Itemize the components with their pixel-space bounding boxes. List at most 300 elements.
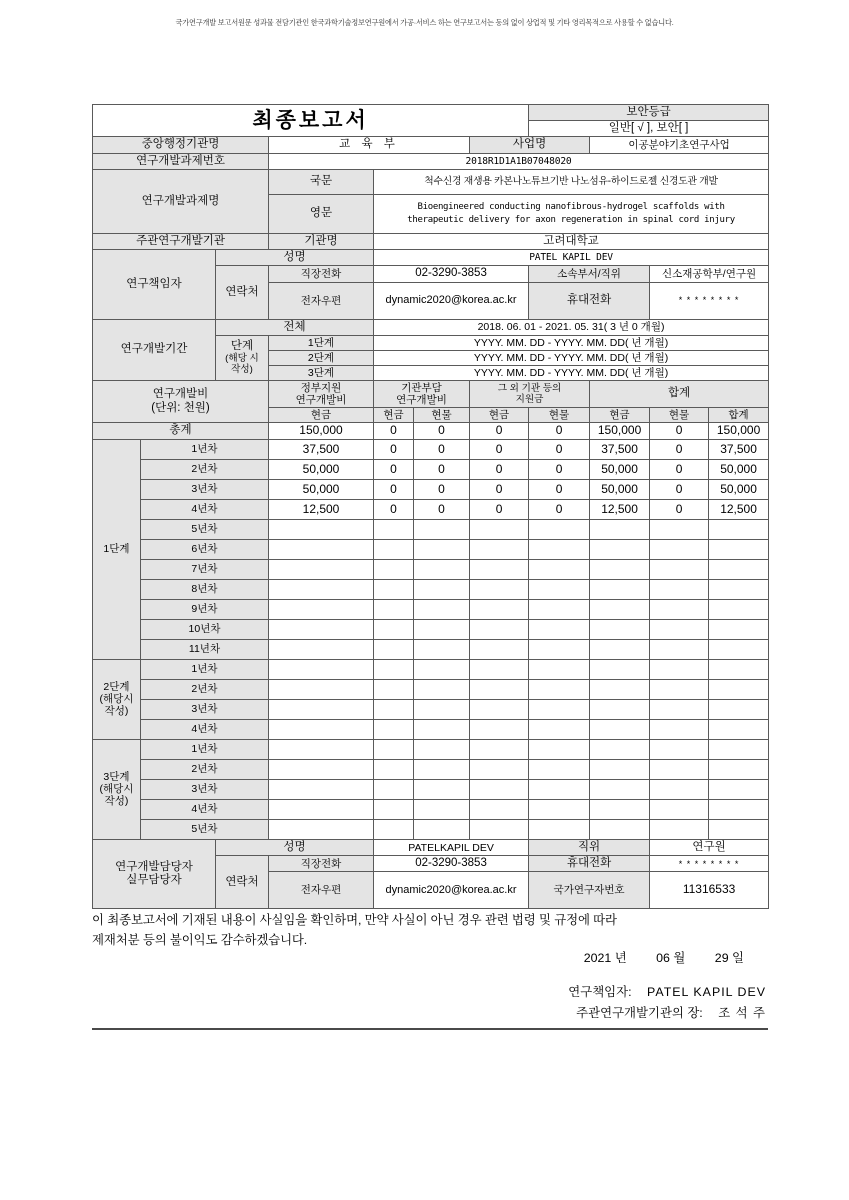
- period-stage-label: [216, 335, 269, 380]
- budget-cell-sum-all: [709, 819, 769, 839]
- budget-sub-other-cash: 현금: [470, 408, 529, 423]
- budget-cell-org-cash: [374, 779, 414, 799]
- signature-block: [92, 982, 774, 1024]
- budget-cell-other-cash: [470, 519, 529, 539]
- budget-cell-other-cash: [470, 739, 529, 759]
- budget-cell-sum-inkind: 0: [650, 499, 709, 519]
- staff-position-label: 직위: [529, 839, 650, 855]
- budget-year-label: 9년차: [141, 599, 269, 619]
- budget-row-stage-1-7년차: [93, 559, 769, 579]
- budget-cell-sum-inkind: [650, 819, 709, 839]
- title-eng-label: 영문: [269, 194, 374, 233]
- budget-cell-other-cash: [470, 579, 529, 599]
- budget-cell-sum-inkind: [650, 539, 709, 559]
- title-eng-line2: therapeutic delivery for axon regeneration in spinal cord injury: [407, 214, 735, 225]
- budget-year-label: 1년차: [141, 739, 269, 759]
- staff-section-label-line1: 연구개발담당자: [115, 860, 193, 873]
- budget-section-label: [93, 380, 269, 422]
- budget-cell-org-cash: [374, 799, 414, 819]
- budget-year-label: 5년차: [141, 519, 269, 539]
- budget-cell-org-cash: [374, 639, 414, 659]
- budget-row-stage-1-11년차: [93, 639, 769, 659]
- budget-year-label: 2년차: [141, 759, 269, 779]
- cover-table: [92, 104, 769, 909]
- staff-office-phone-label: 직장전화: [269, 856, 374, 872]
- budget-row-stage-1-8년차: [93, 579, 769, 599]
- budget-cell-org-inkind: [414, 679, 470, 699]
- budget-stage-1-label: [93, 439, 141, 659]
- budget-cell-other-inkind: [529, 799, 590, 819]
- budget-cell-other-cash: [470, 759, 529, 779]
- host-org-label: 주관연구개발기관: [93, 233, 269, 249]
- program-label: 사업명: [470, 137, 590, 153]
- budget-cell-sum-all: [709, 739, 769, 759]
- staff-email-value: dynamic2020@korea.ac.kr: [374, 872, 529, 909]
- budget-cell-org-inkind: [414, 759, 470, 779]
- budget-stage-2-label-line1: 2단계: [103, 681, 130, 694]
- budget-group-header-row: [93, 380, 769, 407]
- budget-year-label: 6년차: [141, 539, 269, 559]
- leader-signature-name: PATEL KAPIL DEV: [647, 985, 766, 999]
- budget-year-label: 1년차: [141, 659, 269, 679]
- budget-cell-other-cash: 0: [470, 499, 529, 519]
- budget-year-label: 4년차: [141, 499, 269, 519]
- budget-cell-sum-inkind: 0: [650, 479, 709, 499]
- period-stage2-label: 2단계: [269, 350, 374, 365]
- budget-cell-sum-inkind: [650, 679, 709, 699]
- budget-cell-other-cash: [470, 679, 529, 699]
- budget-cell-sum-all: [709, 639, 769, 659]
- budget-section-label-line1: 연구개발비: [152, 388, 209, 401]
- staff-mobile-label: 휴대전화: [529, 856, 650, 872]
- budget-total-label: 총계: [93, 423, 269, 440]
- budget-sub-gov-cash: 현금: [269, 408, 374, 423]
- budget-cell-other-inkind: [529, 539, 590, 559]
- budget-cell-gov-cash: [269, 639, 374, 659]
- budget-cell-org-inkind: [414, 579, 470, 599]
- title-eng-value: [374, 194, 769, 233]
- budget-cell-other-cash: 0: [470, 439, 529, 459]
- leader-mobile-label: 휴대전화: [529, 282, 650, 319]
- budget-cell-org-inkind: [414, 519, 470, 539]
- period-total-label: 전체: [216, 319, 374, 335]
- sign-year: 2021 년: [583, 951, 627, 965]
- host-org-row: [93, 233, 769, 249]
- budget-cell-other-inkind: 0: [529, 479, 590, 499]
- leader-name-label: 성명: [216, 250, 374, 266]
- budget-cell-other-cash: [470, 539, 529, 559]
- period-stage-label-line2: (해당 시 작성): [225, 353, 259, 376]
- budget-group-gov-line2: 연구개발비: [295, 394, 347, 406]
- budget-cell-sum-cash: [590, 639, 650, 659]
- budget-cell-other-cash: 0: [470, 479, 529, 499]
- leader-dept-position-value: 신소재공학부/연구원: [650, 266, 769, 282]
- budget-cell-org-cash: [374, 739, 414, 759]
- budget-cell-sum-cash: [590, 599, 650, 619]
- budget-stage-1-label-line1: 1단계: [103, 543, 130, 556]
- budget-year-label: 3년차: [141, 779, 269, 799]
- budget-cell-sum-cash: 50,000: [590, 459, 650, 479]
- budget-cell-org-inkind: [414, 659, 470, 679]
- budget-cell-sum-cash: [590, 779, 650, 799]
- budget-cell-sum-inkind: [650, 659, 709, 679]
- budget-year-label: 4년차: [141, 799, 269, 819]
- budget-group-total: 합계: [590, 380, 769, 407]
- budget-cell-other-inkind: [529, 619, 590, 639]
- period-stage1-label: 1단계: [269, 335, 374, 350]
- budget-cell-other-inkind: [529, 679, 590, 699]
- project-title-label: 연구개발과제명: [93, 169, 269, 233]
- leader-office-phone-value: 02-3290-3853: [374, 266, 529, 282]
- budget-year-label: 2년차: [141, 459, 269, 479]
- budget-cell-gov-cash: 50,000: [269, 479, 374, 499]
- ministry-value: 교 육 부: [269, 137, 470, 153]
- budget-cell-sum-inkind: [650, 599, 709, 619]
- period-stage1-value: YYYY. MM. DD - YYYY. MM. DD( 년 개월): [374, 335, 769, 350]
- budget-group-other-line2: 지원금: [515, 394, 544, 405]
- budget-cell-other-cash: [470, 819, 529, 839]
- budget-cell-org-cash: [374, 599, 414, 619]
- ministry-row: [93, 137, 769, 153]
- budget-cell-other-cash: [470, 599, 529, 619]
- leader-dept-position-label: 소속부서/직위: [529, 266, 650, 282]
- security-grade-label: 보안등급: [529, 105, 769, 121]
- budget-cell-sum-all: [709, 799, 769, 819]
- budget-cell-gov-cash: 50,000: [269, 459, 374, 479]
- doc-title: 최종보고서: [93, 105, 529, 137]
- budget-cell-sum-cash: [590, 579, 650, 599]
- budget-cell-sum-all: [709, 659, 769, 679]
- budget-cell-other-inkind: [529, 819, 590, 839]
- budget-cell-sum-inkind: [650, 719, 709, 739]
- budget-cell-org-inkind: [414, 739, 470, 759]
- budget-cell-org-cash: [374, 719, 414, 739]
- title-eng-line1: Bioengineered conducting nanofibrous-hydrogel scaffolds with: [417, 201, 725, 212]
- budget-cell-sum-all: 50,000: [709, 479, 769, 499]
- budget-cell-sum-cash: 37,500: [590, 439, 650, 459]
- budget-cell-other-inkind: [529, 759, 590, 779]
- budget-cell-gov-cash: [269, 799, 374, 819]
- report-cover-form: [92, 104, 768, 909]
- budget-cell-gov-cash: [269, 739, 374, 759]
- budget-cell-sum-cash: [590, 699, 650, 719]
- leader-name-value: PATEL KAPIL DEV: [374, 250, 769, 266]
- budget-row-stage-1-1년차: [93, 439, 769, 459]
- budget-group-other: [470, 380, 590, 407]
- budget-cell-other-cash: [470, 699, 529, 719]
- budget-year-label: 2년차: [141, 679, 269, 699]
- budget-sub-total-inkind: 현물: [650, 408, 709, 423]
- budget-cell-sum-inkind: [650, 779, 709, 799]
- budget-cell-org-inkind: 0: [414, 499, 470, 519]
- budget-row-stage-3-5년차: [93, 819, 769, 839]
- budget-cell-org-inkind: 0: [414, 459, 470, 479]
- budget-cell-sum-inkind: [650, 739, 709, 759]
- staff-section-label: [93, 839, 216, 908]
- budget-cell-other-inkind: [529, 639, 590, 659]
- budget-total-row: [93, 423, 769, 440]
- budget-group-org-line1: 기관부담: [401, 381, 442, 394]
- leader-mobile-value: * * * * * * * *: [650, 282, 769, 319]
- budget-cell-sum-all: [709, 699, 769, 719]
- budget-cell-org-cash: [374, 619, 414, 639]
- budget-cell-sum-cash: [590, 759, 650, 779]
- budget-row-stage-3-4년차: [93, 799, 769, 819]
- budget-cell-org-cash: [374, 819, 414, 839]
- budget-cell-other-inkind: 0: [529, 439, 590, 459]
- budget-cell-sum-cash: [590, 819, 650, 839]
- budget-cell-org-inkind: [414, 699, 470, 719]
- budget-group-gov-line1: 정부지원: [300, 381, 342, 394]
- period-stage-label-line1: 단계: [230, 340, 254, 353]
- budget-cell-org-cash: 0: [374, 499, 414, 519]
- staff-name-label: 성명: [216, 839, 374, 855]
- staff-researcher-no-label: 국가연구자번호: [529, 872, 650, 909]
- budget-cell-sum-all: 12,500: [709, 499, 769, 519]
- budget-cell-sum-all: [709, 559, 769, 579]
- budget-cell-gov-cash: 12,500: [269, 499, 374, 519]
- budget-cell-other-cash: [470, 659, 529, 679]
- title-kor-value: 척수신경 재생용 카본나노튜브기반 나노섬유-하이드로젤 신경도관 개발: [374, 169, 769, 194]
- budget-year-label: 4년차: [141, 719, 269, 739]
- budget-cell-org-inkind: [414, 539, 470, 559]
- budget-cell-gov-cash: [269, 619, 374, 639]
- budget-row-stage-1-3년차: [93, 479, 769, 499]
- budget-stage-3-label-line2: (해당시: [99, 783, 134, 796]
- org-signature-label: 주관연구개발기관의 장:: [576, 1006, 703, 1021]
- budget-group-gov: [269, 380, 374, 407]
- budget-cell-org-cash: [374, 759, 414, 779]
- budget-group-other-line1: 그 외 기관 등의: [497, 382, 562, 394]
- budget-cell-other-cash: [470, 779, 529, 799]
- budget-cell-other-cash: [470, 619, 529, 639]
- budget-cell-org-cash: 0: [374, 479, 414, 499]
- budget-cell-org-cash: 0: [374, 439, 414, 459]
- signature-date: [92, 948, 774, 966]
- budget-cell-other-inkind: 0: [529, 459, 590, 479]
- budget-row-stage-2-3년차: [93, 699, 769, 719]
- budget-cell-gov-cash: [269, 819, 374, 839]
- leader-office-phone-label: 직장전화: [269, 266, 374, 282]
- staff-contact-label: 연락처: [216, 856, 269, 909]
- closing-statement: [92, 910, 774, 951]
- budget-total-gov-cash: 150,000: [269, 423, 374, 440]
- budget-year-label: 3년차: [141, 699, 269, 719]
- budget-cell-sum-all: [709, 679, 769, 699]
- budget-row-stage-1-9년차: [93, 599, 769, 619]
- budget-cell-other-inkind: [529, 599, 590, 619]
- budget-year-label: 11년차: [141, 639, 269, 659]
- budget-cell-sum-cash: [590, 679, 650, 699]
- budget-cell-sum-cash: [590, 519, 650, 539]
- budget-cell-sum-cash: [590, 739, 650, 759]
- staff-name-value: PATELKAPIL DEV: [374, 839, 529, 855]
- org-name-value: 고려대학교: [374, 233, 769, 249]
- org-signature-row: [92, 1003, 766, 1024]
- budget-cell-gov-cash: [269, 579, 374, 599]
- budget-cell-sum-all: [709, 579, 769, 599]
- budget-cell-org-inkind: [414, 639, 470, 659]
- leader-section-label: 연구책임자: [93, 250, 216, 319]
- budget-row-stage-1-10년차: [93, 619, 769, 639]
- budget-cell-sum-inkind: [650, 519, 709, 539]
- leader-contact-label: 연락처: [216, 266, 269, 319]
- period-stage2-value: YYYY. MM. DD - YYYY. MM. DD( 년 개월): [374, 350, 769, 365]
- budget-sub-other-inkind: 현물: [529, 408, 590, 423]
- budget-year-label: 7년차: [141, 559, 269, 579]
- budget-cell-sum-inkind: [650, 759, 709, 779]
- budget-stage-2-label: [93, 659, 141, 739]
- budget-cell-gov-cash: [269, 679, 374, 699]
- leader-signature-label: 연구책임자:: [568, 985, 632, 999]
- budget-cell-other-inkind: [529, 519, 590, 539]
- budget-cell-other-inkind: [529, 719, 590, 739]
- period-stage3-value: YYYY. MM. DD - YYYY. MM. DD( 년 개월): [374, 365, 769, 380]
- budget-row-stage-1-2년차: [93, 459, 769, 479]
- budget-group-org-line2: 연구개발비: [396, 394, 447, 406]
- budget-cell-sum-cash: 12,500: [590, 499, 650, 519]
- copyright-notice: 국가연구개발 보고서원문 성과물 전담기관인 한국과학기술정보연구원에서 가공·서비스 하는 연구보고서는 동의 없이 상업적 및 기타 영리목적으로 사용할 수 없습니다.: [175, 18, 674, 27]
- ministry-label: 중앙행정기관명: [93, 137, 269, 153]
- org-name-label: 기관명: [269, 233, 374, 249]
- leader-name-row: [93, 250, 769, 266]
- budget-year-label: 5년차: [141, 819, 269, 839]
- budget-cell-org-inkind: 0: [414, 439, 470, 459]
- budget-cell-other-cash: 0: [470, 459, 529, 479]
- budget-cell-sum-all: 50,000: [709, 459, 769, 479]
- sign-month: 06 월: [656, 951, 686, 965]
- budget-sub-total-cash: 현금: [590, 408, 650, 423]
- org-signature-name: 조 석 주: [718, 1006, 766, 1021]
- budget-cell-sum-all: [709, 519, 769, 539]
- title-kor-label: 국문: [269, 169, 374, 194]
- budget-cell-org-inkind: [414, 619, 470, 639]
- budget-cell-sum-inkind: [650, 579, 709, 599]
- budget-row-stage-3-1년차: [93, 739, 769, 759]
- budget-cell-org-inkind: [414, 799, 470, 819]
- budget-cell-sum-cash: [590, 799, 650, 819]
- budget-total-other-cash: 0: [470, 423, 529, 440]
- budget-sub-total-sum: 합계: [709, 408, 769, 423]
- closing-line2: 제재처분 등의 불이익도 감수하겠습니다.: [92, 933, 308, 948]
- budget-cell-sum-cash: [590, 559, 650, 579]
- budget-row-stage-2-4년차: [93, 719, 769, 739]
- budget-sub-org-cash: 현금: [374, 408, 414, 423]
- budget-stage-2-label-line3: 작성): [104, 705, 129, 718]
- budget-total-sum-inkind: 0: [650, 423, 709, 440]
- budget-row-stage-2-2년차: [93, 679, 769, 699]
- budget-cell-sum-all: [709, 539, 769, 559]
- sign-day: 29 일: [714, 951, 744, 965]
- budget-total-other-inkind: 0: [529, 423, 590, 440]
- budget-year-label: 10년차: [141, 619, 269, 639]
- period-total-value: 2018. 06. 01 - 2021. 05. 31( 3 년 0 개월): [374, 319, 769, 335]
- budget-cell-org-cash: [374, 559, 414, 579]
- program-value: 이공분야기초연구사업: [590, 137, 769, 153]
- leader-signature-row: [92, 982, 766, 1003]
- budget-cell-sum-all: [709, 619, 769, 639]
- budget-cell-other-inkind: [529, 559, 590, 579]
- budget-cell-org-inkind: [414, 559, 470, 579]
- budget-year-rows: [93, 439, 769, 839]
- budget-cell-sum-cash: [590, 619, 650, 639]
- budget-cell-gov-cash: [269, 519, 374, 539]
- budget-cell-other-inkind: [529, 579, 590, 599]
- budget-cell-gov-cash: 37,500: [269, 439, 374, 459]
- budget-stage-3-label-line3: 작성): [104, 795, 129, 808]
- budget-cell-org-inkind: [414, 719, 470, 739]
- budget-cell-org-cash: [374, 579, 414, 599]
- budget-cell-other-cash: [470, 719, 529, 739]
- budget-stage-2-label-line2: (해당시: [99, 693, 134, 706]
- security-grade-value: 일반[ √ ], 보안[ ]: [529, 121, 769, 137]
- budget-cell-org-cash: [374, 539, 414, 559]
- budget-row-stage-2-1년차: [93, 659, 769, 679]
- staff-researcher-no-value: 11316533: [650, 872, 769, 909]
- staff-position-value: 연구원: [650, 839, 769, 855]
- budget-total-sum-cash: 150,000: [590, 423, 650, 440]
- bottom-rule: [92, 1028, 768, 1030]
- budget-cell-sum-cash: [590, 719, 650, 739]
- budget-row-stage-1-5년차: [93, 519, 769, 539]
- budget-cell-org-cash: [374, 679, 414, 699]
- budget-total-org-inkind: 0: [414, 423, 470, 440]
- budget-cell-other-cash: [470, 639, 529, 659]
- budget-cell-sum-inkind: 0: [650, 459, 709, 479]
- budget-cell-gov-cash: [269, 699, 374, 719]
- budget-year-label: 8년차: [141, 579, 269, 599]
- budget-cell-sum-inkind: 0: [650, 439, 709, 459]
- budget-cell-sum-all: [709, 719, 769, 739]
- budget-group-org: [374, 380, 470, 407]
- budget-cell-org-cash: [374, 659, 414, 679]
- budget-row-stage-3-2년차: [93, 759, 769, 779]
- budget-cell-sum-all: 37,500: [709, 439, 769, 459]
- budget-cell-gov-cash: [269, 559, 374, 579]
- project-number-row: [93, 153, 769, 169]
- budget-cell-sum-inkind: [650, 559, 709, 579]
- budget-cell-sum-cash: 50,000: [590, 479, 650, 499]
- budget-row-stage-3-3년차: [93, 779, 769, 799]
- title-row: [93, 105, 769, 121]
- budget-cell-other-inkind: 0: [529, 499, 590, 519]
- project-no-label: 연구개발과제번호: [93, 153, 269, 169]
- budget-year-label: 1년차: [141, 439, 269, 459]
- budget-cell-gov-cash: [269, 659, 374, 679]
- budget-cell-other-inkind: [529, 779, 590, 799]
- budget-cell-gov-cash: [269, 719, 374, 739]
- budget-cell-org-cash: [374, 519, 414, 539]
- budget-cell-gov-cash: [269, 759, 374, 779]
- budget-cell-sum-all: [709, 599, 769, 619]
- budget-cell-gov-cash: [269, 539, 374, 559]
- staff-mobile-value: * * * * * * * *: [650, 856, 769, 872]
- closing-line1: 이 최종보고서에 기재된 내용이 사실임을 확인하며, 만약 사실이 아닌 경우 관련 법령 및 규정에 따라: [92, 913, 617, 927]
- budget-cell-sum-cash: [590, 539, 650, 559]
- budget-cell-other-inkind: [529, 659, 590, 679]
- staff-office-phone-value: 02-3290-3853: [374, 856, 529, 872]
- staff-email-label: 전자우편: [269, 872, 374, 909]
- title-kor-row: [93, 169, 769, 194]
- budget-cell-other-inkind: [529, 699, 590, 719]
- budget-total-sum-all: 150,000: [709, 423, 769, 440]
- budget-cell-other-inkind: [529, 739, 590, 759]
- budget-cell-org-inkind: [414, 819, 470, 839]
- budget-cell-sum-inkind: [650, 639, 709, 659]
- staff-name-row: [93, 839, 769, 855]
- budget-cell-org-cash: [374, 699, 414, 719]
- staff-section-label-line2: 실무담당자: [126, 874, 182, 887]
